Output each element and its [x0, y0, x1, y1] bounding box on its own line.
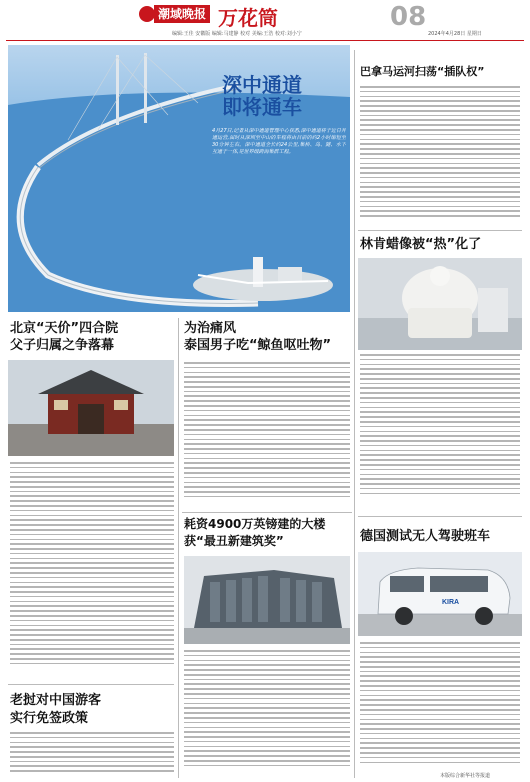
lead-caption: 4月27日,记者从深中通道管理中心获悉,深中通道将于近日开通运营,届时从深圳至中山的车程将由目前的约2小时缩短至30分钟左右。深中通道全长约24公里,集桥、岛、隧、水下互通于一体,是世界级跨海集群工程。: [212, 128, 346, 155]
beijing-photo: [8, 360, 174, 456]
building-photo: [184, 556, 350, 644]
whale-headline-line1: 为治痛风: [184, 321, 237, 336]
footer-note: 本版综合新华社等报道: [440, 773, 491, 779]
lead-headline-line1: 深中通道: [222, 73, 302, 97]
issue-date: 2024年4月28日 星期日: [428, 31, 482, 37]
column-rule: [178, 318, 179, 778]
beijing-body: [10, 462, 174, 680]
divider: [182, 512, 352, 513]
germany-headline: 德国测试无人驾驶班车: [360, 529, 491, 544]
lincoln-body: [360, 354, 520, 506]
divider: [358, 516, 522, 517]
lincoln-headline: 林肯蜡像被“热”化了: [360, 237, 482, 252]
beijing-headline-line2: 父子归属之争落幕: [10, 338, 115, 353]
vehicle-brand: KIRA: [442, 599, 460, 606]
germany-photo: [358, 552, 522, 636]
beijing-headline-line1: 北京“天价”四合院: [10, 321, 119, 336]
panama-headline: 巴拿马运河扫荡“插队权”: [360, 65, 485, 78]
staff-line: 编辑:王佳 安徽版 编辑:马建静 校对 美编:王浩 校对:刘小宁: [172, 31, 302, 37]
building-headline-line2: 获“最丑新建筑奖”: [184, 534, 284, 548]
divider: [8, 684, 174, 685]
lincoln-photo: [358, 258, 522, 350]
column-rule: [354, 50, 355, 778]
section-title: 万花筒: [218, 6, 278, 30]
laos-headline-line1: 老挝对中国游客: [10, 693, 102, 708]
divider: [358, 230, 522, 231]
germany-body: [360, 642, 520, 772]
newspaper-logo-text: 潮域晚报: [154, 5, 210, 23]
masthead: [0, 0, 530, 46]
whale-headline-line2: 泰国男子吃“鲸鱼呕吐物”: [184, 338, 332, 353]
building-body: [184, 650, 350, 776]
lead-headline-line2: 即将通车: [222, 95, 302, 119]
masthead-rule: [6, 40, 524, 41]
page-number: 08: [390, 2, 427, 32]
panama-body: [360, 86, 520, 226]
whale-body: [184, 362, 350, 510]
newspaper-logo-icon: [139, 6, 155, 22]
building-headline-line1: 耗资4900万英镑建的大楼: [184, 517, 326, 531]
laos-headline-line2: 实行免签政策: [10, 711, 89, 726]
laos-body: [10, 732, 174, 778]
